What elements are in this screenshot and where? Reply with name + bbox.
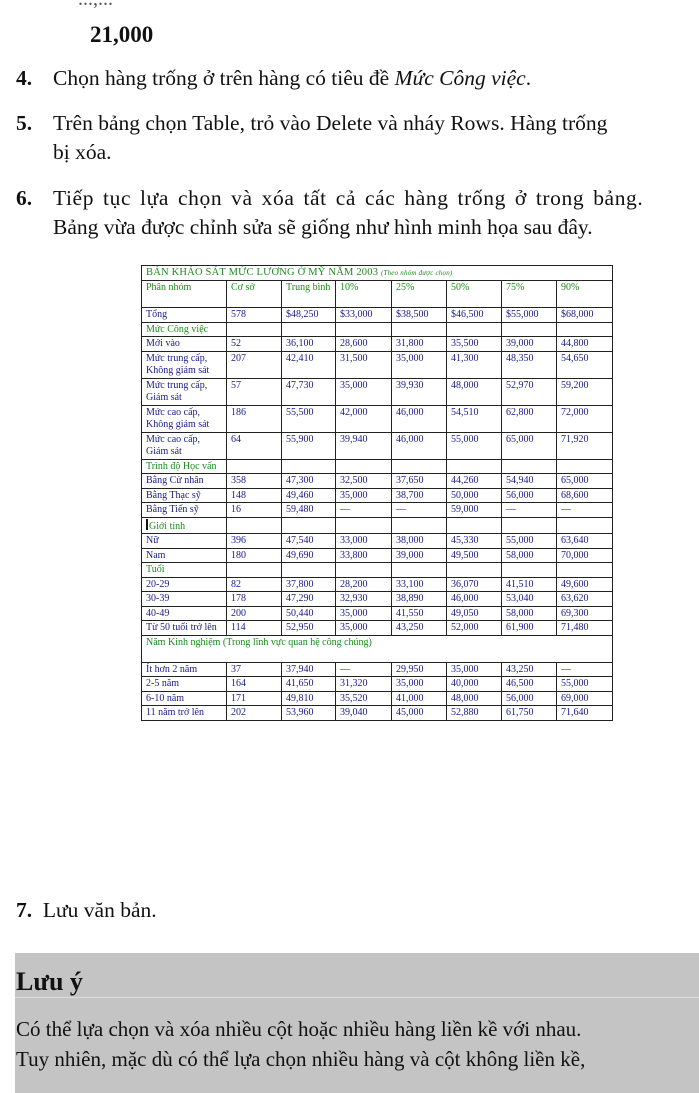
table-row [142, 706, 613, 721]
cell-value: 41,300 [447, 351, 502, 378]
cell-value: 56,000 [502, 488, 557, 503]
empty-cell [336, 459, 392, 474]
section-label [142, 517, 227, 534]
cell-value: — [502, 503, 557, 518]
cell-value: 39,000 [502, 337, 557, 352]
cell-value: 63,620 [557, 592, 613, 607]
cell-value: 41,650 [282, 677, 336, 692]
cell-value: 45,330 [447, 534, 502, 549]
cell-value: 49,600 [557, 577, 613, 592]
row-label: Bằng Cử nhân [142, 474, 227, 489]
row-label: 2-5 năm [142, 677, 227, 692]
section-label: Năm Kinh nghiệm (Trong lĩnh vực quan hệ công chúng) [142, 635, 613, 662]
note-title: Lưu ý [16, 967, 83, 996]
table-title-row [142, 266, 613, 281]
cell-value: 65,000 [557, 474, 613, 489]
cell-value: 71,640 [557, 706, 613, 721]
cell-value: 56,000 [502, 691, 557, 706]
step-text-line1: Trên bảng chọn Table, trỏ vào Delete và nháy Rows. Hàng trống [53, 111, 608, 135]
step-7 [16, 898, 157, 923]
empty-cell [282, 563, 336, 578]
table-row [142, 592, 613, 607]
cell-value: 44,800 [557, 337, 613, 352]
cell-value: 33,100 [392, 577, 447, 592]
empty-cell [336, 517, 392, 534]
cell-value: 48,350 [502, 351, 557, 378]
cell-value: — [392, 503, 447, 518]
empty-cell [227, 517, 282, 534]
cell-value: 59,480 [282, 503, 336, 518]
cell-value: 578 [227, 308, 282, 323]
cell-value: 58,000 [502, 606, 557, 621]
empty-cell [227, 322, 282, 337]
cell-value: 41,000 [392, 691, 447, 706]
section-row [142, 635, 613, 662]
cell-value: 35,000 [392, 677, 447, 692]
cell-value: 39,000 [392, 548, 447, 563]
row-label: 30-39 [142, 592, 227, 607]
cell-value: 52,950 [282, 621, 336, 636]
cell-value: 44,260 [447, 474, 502, 489]
empty-cell [336, 563, 392, 578]
cell-value: 48,000 [447, 378, 502, 405]
cell-value: 49,500 [447, 548, 502, 563]
row-label: Mức cao cấp, Giám sát [142, 432, 227, 459]
empty-cell [557, 563, 613, 578]
cell-value: 71,480 [557, 621, 613, 636]
cell-value: 38,000 [392, 534, 447, 549]
row-label: Bằng Tiến sỹ [142, 503, 227, 518]
cell-value: 63,640 [557, 534, 613, 549]
cell-value: 35,000 [336, 488, 392, 503]
section-label-text: Trình độ Học vấn [146, 460, 217, 472]
section-row [142, 322, 613, 337]
empty-cell [227, 563, 282, 578]
cell-value: $46,500 [447, 308, 502, 323]
cell-value: 40,000 [447, 677, 502, 692]
cell-value: 70,000 [557, 548, 613, 563]
empty-cell [502, 517, 557, 534]
empty-cell [502, 322, 557, 337]
empty-cell [392, 322, 447, 337]
empty-cell [447, 459, 502, 474]
step-text [53, 64, 699, 93]
cell-value: 114 [227, 621, 282, 636]
cell-value: 54,940 [502, 474, 557, 489]
table-row [142, 606, 613, 621]
cell-value: 39,040 [336, 706, 392, 721]
row-label: Nữ [142, 534, 227, 549]
table-row [142, 691, 613, 706]
cell-value: 202 [227, 706, 282, 721]
text-cursor [146, 519, 148, 530]
cell-value: 42,410 [282, 351, 336, 378]
table-row [142, 621, 613, 636]
cell-value: 39,930 [392, 378, 447, 405]
step-number: 7. [16, 898, 33, 922]
table-row [142, 488, 613, 503]
cell-value: 72,000 [557, 405, 613, 432]
table-row [142, 405, 613, 432]
cell-value: 59,200 [557, 378, 613, 405]
cell-value: 69,300 [557, 606, 613, 621]
row-label: Mức trung cấp, Giám sát [142, 378, 227, 405]
cell-value: 180 [227, 548, 282, 563]
cell-value: 37,940 [282, 662, 336, 677]
row-label: 40-49 [142, 606, 227, 621]
step-text-line2: Bảng vừa được chỉnh sửa sẽ giống như hình minh họa sau đây. [53, 215, 593, 239]
empty-cell [336, 322, 392, 337]
cell-value: $33,000 [336, 308, 392, 323]
row-label: 6-10 năm [142, 691, 227, 706]
cell-value: 52 [227, 337, 282, 352]
column-header: 75% [502, 281, 557, 308]
previous-page-fragment [78, 0, 113, 11]
step-4 [16, 64, 699, 93]
cell-value: 68,600 [557, 488, 613, 503]
cell-value: 61,750 [502, 706, 557, 721]
step-5 [16, 109, 699, 167]
table-row [142, 378, 613, 405]
cell-value: 38,700 [392, 488, 447, 503]
cell-value: — [557, 662, 613, 677]
cell-value: 54,650 [557, 351, 613, 378]
cell-value: 49,690 [282, 548, 336, 563]
step-text: Lưu văn bản. [42, 898, 157, 922]
cell-value: 28,200 [336, 577, 392, 592]
empty-cell [502, 459, 557, 474]
column-header: Cơ sở [227, 281, 282, 308]
cell-value: $55,000 [502, 308, 557, 323]
note-header [15, 953, 699, 998]
row-label: Mới vào [142, 337, 227, 352]
cell-value: 53,040 [502, 592, 557, 607]
empty-cell [447, 517, 502, 534]
section-row [142, 517, 613, 534]
cell-value: 64 [227, 432, 282, 459]
cell-value: 148 [227, 488, 282, 503]
cell-value: 50,440 [282, 606, 336, 621]
cell-value: 33,800 [336, 548, 392, 563]
cell-value: 35,000 [336, 621, 392, 636]
cell-value: 46,000 [392, 405, 447, 432]
cell-value: 47,290 [282, 592, 336, 607]
table-row [142, 548, 613, 563]
row-label: Mức trung cấp, Không giám sát [142, 351, 227, 378]
cell-value: 35,000 [392, 351, 447, 378]
column-header: 90% [557, 281, 613, 308]
table-row [142, 337, 613, 352]
cell-value: 54,510 [447, 405, 502, 432]
section-label [142, 322, 227, 337]
column-header: 10% [336, 281, 392, 308]
cell-value: — [336, 503, 392, 518]
note-body [16, 1014, 585, 1074]
cell-value: 33,000 [336, 534, 392, 549]
cell-value: 37 [227, 662, 282, 677]
cell-value: 58,000 [502, 548, 557, 563]
section-label-text: Mức Công việc [146, 323, 209, 335]
cell-value: 71,920 [557, 432, 613, 459]
step-text-end: . [525, 66, 532, 90]
empty-cell [447, 322, 502, 337]
cell-value: 55,900 [282, 432, 336, 459]
cell-value: 59,000 [447, 503, 502, 518]
cell-value: 55,000 [502, 534, 557, 549]
step-text-line1: Tiếp tục lựa chọn và xóa tất cả các hàng trống ở trong bảng. [53, 186, 644, 210]
cell-value: 65,000 [502, 432, 557, 459]
step-6 [16, 184, 699, 242]
cell-value: 164 [227, 677, 282, 692]
empty-cell [282, 517, 336, 534]
note-line: Tuy nhiên, mặc dù có thể lựa chọn nhiều hàng và cột không liền kề, [16, 1047, 586, 1071]
section-label-text: Giới tính [149, 520, 186, 532]
cell-value: 35,000 [447, 662, 502, 677]
table-row [142, 474, 613, 489]
cell-value: 49,050 [447, 606, 502, 621]
cell-value: 178 [227, 592, 282, 607]
cell-value: 52,970 [502, 378, 557, 405]
cell-value: 36,100 [282, 337, 336, 352]
cell-value: 55,000 [557, 677, 613, 692]
empty-cell [447, 563, 502, 578]
note-box [15, 953, 699, 1093]
table-row [142, 308, 613, 323]
cell-value: — [557, 503, 613, 518]
column-header: Phân nhóm [142, 281, 227, 308]
cell-value: 35,520 [336, 691, 392, 706]
row-label: Bằng Thạc sỹ [142, 488, 227, 503]
cell-value: 49,460 [282, 488, 336, 503]
row-label: Từ 50 tuổi trở lên [142, 621, 227, 636]
row-label: Mức cao cấp, Không giám sát [142, 405, 227, 432]
cell-value: 32,500 [336, 474, 392, 489]
cell-value: 42,000 [336, 405, 392, 432]
step-number: 4. [16, 66, 33, 90]
cell-value: 47,540 [282, 534, 336, 549]
cell-value: 69,000 [557, 691, 613, 706]
cell-value: 396 [227, 534, 282, 549]
cell-value: 53,960 [282, 706, 336, 721]
cell-value: 29,950 [392, 662, 447, 677]
empty-cell [282, 322, 336, 337]
empty-cell [557, 459, 613, 474]
step-text-emphasis: Mức Công việc [394, 66, 526, 90]
section-row [142, 563, 613, 578]
row-label: 11 năm trở lên [142, 706, 227, 721]
table-title-text: BẢN KHẢO SÁT MỨC LƯƠNG Ở MỸ NĂM 2003 [146, 267, 379, 278]
cell-value: $38,500 [392, 308, 447, 323]
cell-value: 186 [227, 405, 282, 432]
empty-cell [392, 563, 447, 578]
empty-cell [282, 459, 336, 474]
cell-value: 16 [227, 503, 282, 518]
cell-value: 35,000 [336, 378, 392, 405]
table-row [142, 432, 613, 459]
cell-value: 46,000 [447, 592, 502, 607]
cell-value: $68,000 [557, 308, 613, 323]
cell-value: 207 [227, 351, 282, 378]
cell-value: 50,000 [447, 488, 502, 503]
cell-value: 62,800 [502, 405, 557, 432]
cell-value: 47,730 [282, 378, 336, 405]
column-header: Trung bình [282, 281, 336, 308]
cell-value: 31,320 [336, 677, 392, 692]
cell-value: 57 [227, 378, 282, 405]
cell-value: 39,940 [336, 432, 392, 459]
cell-value: 52,880 [447, 706, 502, 721]
row-label: Ít hơn 2 năm [142, 662, 227, 677]
table-row [142, 534, 613, 549]
empty-cell [227, 459, 282, 474]
cell-value: 41,510 [502, 577, 557, 592]
cell-value: 37,650 [392, 474, 447, 489]
cell-value: 43,250 [502, 662, 557, 677]
table-row [142, 351, 613, 378]
row-label: Nam [142, 548, 227, 563]
note-line: Có thể lựa chọn và xóa nhiều cột hoặc nhiều hàng liền kề với nhau. [16, 1017, 582, 1041]
table-title [142, 266, 613, 281]
row-label: Tổng [142, 308, 227, 323]
cell-value: — [336, 662, 392, 677]
section-row [142, 459, 613, 474]
column-header: 25% [392, 281, 447, 308]
cell-value: 171 [227, 691, 282, 706]
section-label-text: Tuổi [146, 564, 165, 575]
cell-value: 49,810 [282, 691, 336, 706]
cell-value: 41,550 [392, 606, 447, 621]
cell-value: 55,500 [282, 405, 336, 432]
example-value: 21,000 [90, 22, 154, 47]
step-text-line2: bị xóa. [53, 140, 112, 164]
step-text-plain: Chọn hàng trống ở trên hàng có tiêu đề [53, 66, 395, 90]
cell-value: 47,300 [282, 474, 336, 489]
cell-value: $48,250 [282, 308, 336, 323]
empty-cell [392, 459, 447, 474]
table-row [142, 677, 613, 692]
cell-value: 37,800 [282, 577, 336, 592]
section-label [142, 459, 227, 474]
cell-value: 35,000 [336, 606, 392, 621]
cell-value: 358 [227, 474, 282, 489]
empty-cell [557, 517, 613, 534]
cell-value: 55,000 [447, 432, 502, 459]
cell-value: 36,070 [447, 577, 502, 592]
step-number: 6. [16, 186, 33, 210]
cell-value: 38,890 [392, 592, 447, 607]
cell-value: 46,000 [392, 432, 447, 459]
cell-value: 35,500 [447, 337, 502, 352]
cell-value: 31,800 [392, 337, 447, 352]
cell-value: 46,500 [502, 677, 557, 692]
cell-value: 32,930 [336, 592, 392, 607]
table-header-row [142, 281, 613, 308]
table-row [142, 577, 613, 592]
cell-value: 82 [227, 577, 282, 592]
cell-value: 43,250 [392, 621, 447, 636]
section-label [142, 563, 227, 578]
cell-value: 31,500 [336, 351, 392, 378]
step-number: 5. [16, 111, 33, 135]
salary-survey-table [141, 265, 613, 721]
empty-cell [392, 517, 447, 534]
cell-value: 28,600 [336, 337, 392, 352]
cell-value: 48,000 [447, 691, 502, 706]
table-row [142, 503, 613, 518]
empty-cell [502, 563, 557, 578]
cell-value: 200 [227, 606, 282, 621]
cell-value: 52,000 [447, 621, 502, 636]
empty-cell [557, 322, 613, 337]
cell-value: 61,900 [502, 621, 557, 636]
column-header: 50% [447, 281, 502, 308]
cell-value: 45,000 [392, 706, 447, 721]
table-title-subtitle: (Theo nhóm được chọn) [380, 269, 453, 277]
row-label: 20-29 [142, 577, 227, 592]
table-row [142, 662, 613, 677]
